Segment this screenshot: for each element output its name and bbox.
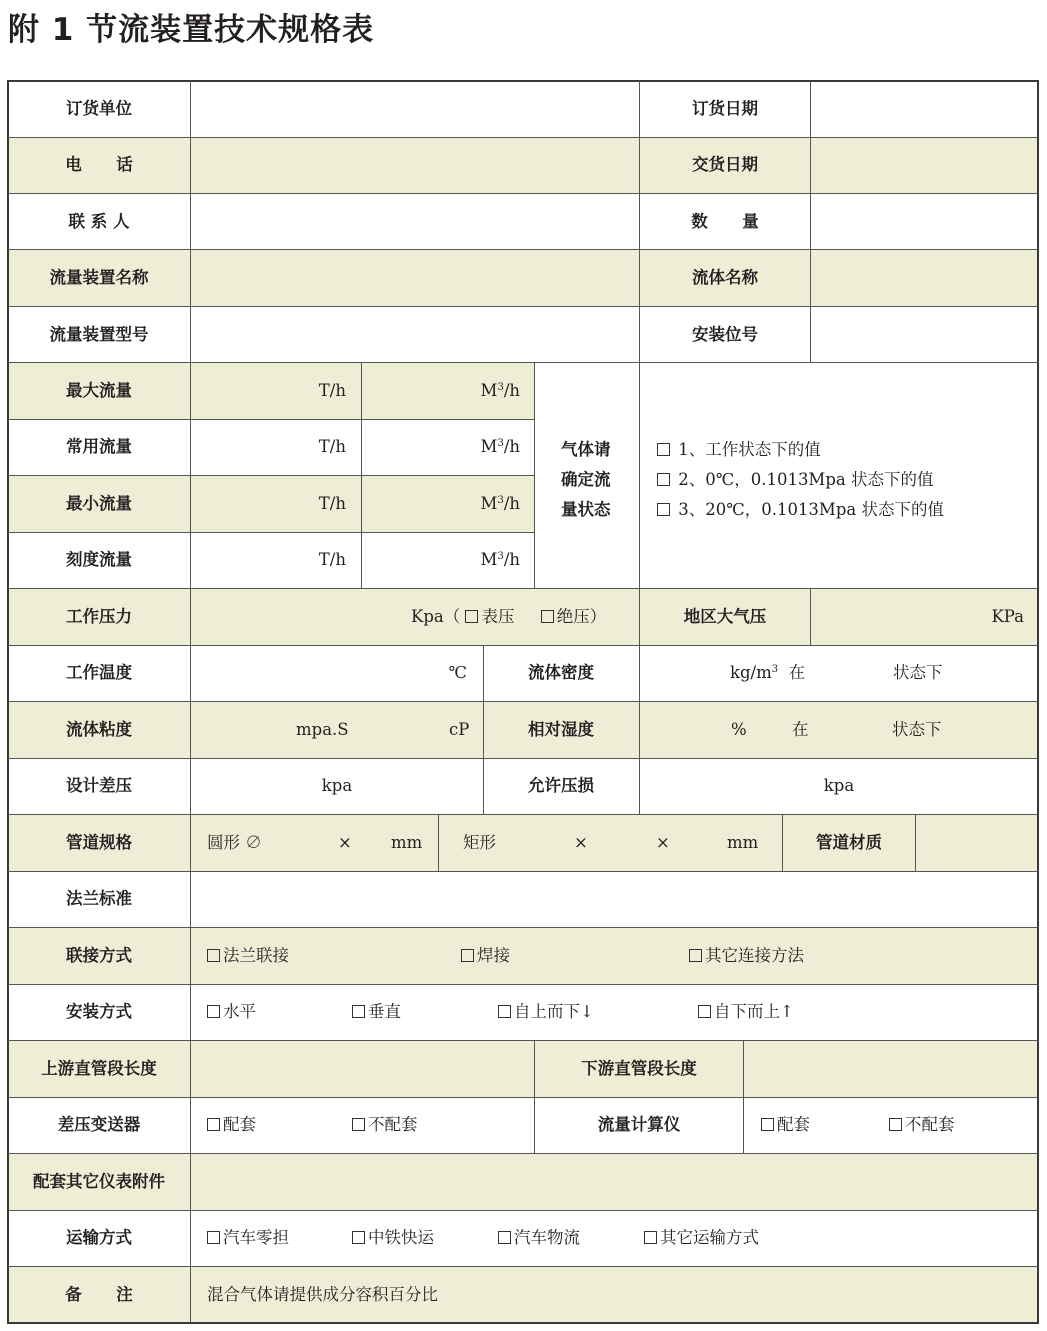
label-allowed-loss: 允许压损 xyxy=(528,776,594,795)
checkbox-icon xyxy=(889,1118,902,1131)
label-device-name: 流量装置名称 xyxy=(49,268,149,287)
unit-density: $kg/m^3$ 在 xyxy=(730,663,806,682)
transport-option-truck[interactable]: 汽车零担 xyxy=(207,1228,289,1248)
checkbox-icon xyxy=(657,443,670,456)
label-remarks: 备 注 xyxy=(65,1285,133,1304)
unit-kpa-dp: kpa xyxy=(321,776,353,795)
times-icon: × xyxy=(656,833,670,852)
density-state: 状态下 xyxy=(893,663,943,682)
checkbox-icon xyxy=(207,1005,220,1018)
unit-mass-flow: T/h xyxy=(318,494,346,513)
checkbox-icon xyxy=(461,949,474,962)
times-icon: × xyxy=(574,833,588,852)
install-option-vertical[interactable]: 垂直 xyxy=(352,1002,401,1022)
unit-vol-flow: $M^3/h$ xyxy=(480,437,520,456)
gas-state-option-2[interactable]: 2、0℃，0.1013Mpa 状态下的值 xyxy=(657,465,944,495)
gauge-option[interactable]: 表压 xyxy=(465,607,514,626)
checkbox-icon xyxy=(657,503,670,516)
label-transport: 运输方式 xyxy=(66,1228,132,1247)
unit-mpas: mpa.S xyxy=(296,720,349,739)
transmitter-option-nomatch[interactable]: 不配套 xyxy=(352,1115,418,1135)
humidity-in: 在 xyxy=(792,720,809,739)
label-fluid-viscosity: 流体粘度 xyxy=(66,720,132,739)
label-device-model: 流量装置型号 xyxy=(49,325,149,344)
checkbox-icon xyxy=(761,1118,774,1131)
label-order-unit: 订货单位 xyxy=(66,99,132,118)
unit-celsius: ℃ xyxy=(448,663,467,682)
label-accessories: 配套其它仪表附件 xyxy=(33,1172,165,1191)
label-design-dp: 设计差压 xyxy=(66,776,132,795)
label-upstream: 上游直管段长度 xyxy=(41,1059,157,1078)
label-scale-flow: 刻度流量 xyxy=(66,550,132,569)
remarks-text: 混合气体请提供成分容积百分比 xyxy=(207,1285,438,1304)
label-connection: 联接方式 xyxy=(66,946,132,965)
checkbox-icon xyxy=(498,1231,511,1244)
checkbox-icon xyxy=(644,1231,657,1244)
install-option-up[interactable]: 自下而上↑ xyxy=(698,1002,794,1022)
transport-option-rail[interactable]: 中铁快运 xyxy=(352,1228,434,1248)
unit-cp: cP xyxy=(449,720,470,739)
install-option-down[interactable]: 自上而下↓ xyxy=(498,1002,594,1022)
pressure-type: Kpa（ 表压 绝压） xyxy=(411,607,607,626)
label-pipe-spec: 管道规格 xyxy=(66,833,132,852)
transmitter-option-match[interactable]: 配套 xyxy=(207,1115,256,1135)
unit-vol-flow: $M^3/h$ xyxy=(480,550,520,569)
label-fluid-name: 流体名称 xyxy=(692,268,758,287)
label-work-temp: 工作温度 xyxy=(66,663,132,682)
unit-mass-flow: T/h xyxy=(318,550,346,569)
label-max-flow: 最大流量 xyxy=(66,381,132,400)
unit-kpa: KPa xyxy=(991,607,1024,626)
label-phone: 电 话 xyxy=(65,155,133,174)
checkbox-icon xyxy=(207,949,220,962)
connection-option-other[interactable]: 其它连接方法 xyxy=(689,946,804,966)
unit-percent: % xyxy=(731,720,747,739)
label-flange-std: 法兰标准 xyxy=(66,889,132,908)
connection-option-weld[interactable]: 焊接 xyxy=(461,946,510,966)
spec-table xyxy=(7,80,1039,1324)
label-install-tag: 安装位号 xyxy=(692,325,758,344)
checkbox-icon xyxy=(465,610,478,623)
checkbox-icon xyxy=(207,1231,220,1244)
checkbox-icon xyxy=(541,610,554,623)
unit-mass-flow: T/h xyxy=(318,381,346,400)
checkbox-icon xyxy=(698,1005,711,1018)
checkbox-icon xyxy=(352,1005,365,1018)
unit-mass-flow: T/h xyxy=(318,437,346,456)
humidity-state: 状态下 xyxy=(892,720,942,739)
computer-option-nomatch[interactable]: 不配套 xyxy=(889,1115,955,1135)
unit-mm: mm xyxy=(727,833,759,852)
label-downstream: 下游直管段长度 xyxy=(581,1059,697,1078)
label-atm-pressure: 地区大气压 xyxy=(683,607,767,626)
label-min-flow: 最小流量 xyxy=(66,494,132,513)
label-normal-flow: 常用流量 xyxy=(66,437,132,456)
times-icon: × xyxy=(338,833,352,852)
label-pipe-material: 管道材质 xyxy=(816,833,882,852)
label-delivery-date: 交货日期 xyxy=(692,155,758,174)
absolute-option[interactable]: 绝压） xyxy=(541,607,607,626)
label-rel-humidity: 相对湿度 xyxy=(528,720,594,739)
label-flow-computer: 流量计算仪 xyxy=(597,1115,681,1134)
checkbox-icon xyxy=(207,1118,220,1131)
label-gas-state: 气体请 确定流 量状态 xyxy=(561,440,611,519)
checkbox-icon xyxy=(657,473,670,486)
connection-option-flange[interactable]: 法兰联接 xyxy=(207,946,289,966)
label-installation: 安装方式 xyxy=(66,1002,132,1021)
transport-option-logistics[interactable]: 汽车物流 xyxy=(498,1228,580,1248)
label-dp-transmitter: 差压变送器 xyxy=(57,1115,141,1134)
transport-option-other[interactable]: 其它运输方式 xyxy=(644,1228,759,1248)
gas-state-options xyxy=(657,435,944,525)
computer-option-match[interactable]: 配套 xyxy=(761,1115,810,1135)
page-title: 附 1 节流装置技术规格表 xyxy=(8,12,375,48)
label-work-pressure: 工作压力 xyxy=(66,607,132,626)
checkbox-icon xyxy=(352,1231,365,1244)
gas-state-option-1[interactable]: 1、工作状态下的值 xyxy=(657,435,944,465)
unit-vol-flow: $M^3/h$ xyxy=(480,381,520,400)
label-fluid-density: 流体密度 xyxy=(528,663,594,682)
pipe-rect: 矩形 xyxy=(463,833,496,852)
install-option-horizontal[interactable]: 水平 xyxy=(207,1002,256,1022)
label-contact: 联 系 人 xyxy=(68,212,130,231)
unit-vol-flow: $M^3/h$ xyxy=(480,494,520,513)
label-quantity: 数 量 xyxy=(691,212,759,231)
label-order-date: 订货日期 xyxy=(692,99,758,118)
pipe-round: 圆形 ∅ xyxy=(207,833,262,852)
checkbox-icon xyxy=(498,1005,511,1018)
checkbox-icon xyxy=(352,1118,365,1131)
unit-mm: mm xyxy=(391,833,423,852)
gas-state-option-3[interactable]: 3、20℃，0.1013Mpa 状态下的值 xyxy=(657,495,944,525)
unit-kpa-loss: kpa xyxy=(823,776,855,795)
checkbox-icon xyxy=(689,949,702,962)
